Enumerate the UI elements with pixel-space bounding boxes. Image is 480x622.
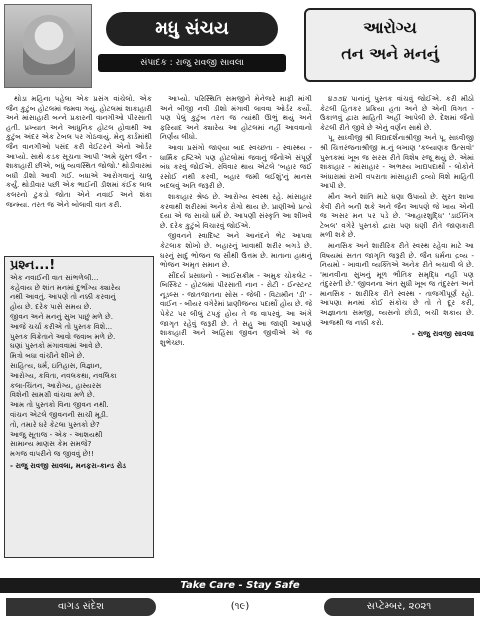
text-column-1 bbox=[6, 94, 152, 254]
box-line: મગજ વાપરીને જ જીવવું છે!! bbox=[10, 449, 94, 459]
box-signature: - રાજુ રાવજી સાવલા, મનફરા-કાન્ડ રોડ bbox=[10, 460, 127, 470]
box-heading: પ્રશ્ન...! bbox=[10, 258, 56, 273]
issue-date: સપ્ટેમ્બર, ૨૦૨૧ bbox=[324, 598, 474, 616]
paragraph: જીવનને સ્વાદિષ્ટ અને આનંદને ભેટ આપવા કેટલાક શોખો છે. બહારનું ખાવાથી શરીર બગડે છે. ઘરનું સાદું ભોજન જ સૌથી ઉત્તમ છે. માતાના હાથનું ભોજન અમૃત સમાન છે. bbox=[160, 231, 312, 270]
magazine-name: વાગડ સંદેશ bbox=[6, 598, 156, 616]
box-line: નથી આવતું. આપણે તો નક્કી કરવાનું bbox=[10, 292, 116, 302]
editor-credit: સંપાદક : રાજુ રાવજી સાવલા bbox=[98, 54, 286, 72]
box-line: વાંચન એટલે જીવનની સાચી મૂડી. bbox=[10, 409, 109, 419]
text-column-2 bbox=[160, 94, 312, 560]
paragraph: શાકાહાર શ્રેષ્ઠ છે. આરોગ્ય સ્વસ્થ રહે. માંસાહાર કરવાથી શરીરમાં અનેક રોગો થાય છે. પ્રાણીઓ પ્રત્યે દયા એ જ સાચો ધર્મ છે. આપણી સંસ્કૃતિ આ શીખવે છે. દરેક કુટુંબે વિચારવું જોઈએ. bbox=[160, 191, 312, 230]
box-line: એક નવાઈની વાત સાંભળેલી... bbox=[10, 272, 99, 282]
box-line: ઘણાં પુસ્તકો મંગાવવામાં આવે છે. bbox=[10, 341, 103, 351]
article-title-block bbox=[304, 4, 476, 88]
paragraph: થોડા મહિના પહેલા એક પ્રસંગ વાંચેલો. એક જૈન કુટુંબ હોટલમાં જમવા ગયું. હોટલમાં શાકાહારી અને માંસાહારી બન્ને પ્રકારની વાનગીઓ પીરસાતી હતી. પ્રખ્યાત અને આધુનિક હોટલ હોવાથી આ કુટુંબ અંદર એક ટેબલ પર ગોઠવાયું. મેનુ કાર્ડમાંથી જૈન વાનગીઓ પસંદ કરી વેઈટરને એનો ઓર્ડર આપ્યો. સાથે કડક સૂચના આપી 'અમે ચુસ્ત જૈન - શાકાહારી છીએ, બધું વ્યવસ્થિત જોજો.' થોડીવારમાં બધી ડીશો આવી ગઈ. બધાએ આરોગવાનું ચાલુ કર્યું. થોડીવાર પછી એક ભાઈની ડીશમાં કંઈક લાલ કલરનો ટુકડો જોતા એને નવાઈ અને શંકા જન્મ્યા. તરત જ એને બોલાવી વાત કરી. bbox=[6, 94, 152, 209]
box-line: આમ તો પુસ્તકો વિના જીવન નથી. bbox=[10, 400, 109, 410]
paragraph: માનસિક અને શારીરિક રીતે સ્વસ્થ રહેવા માટે આ વિષયમાં સતત જાગૃતિ જરૂરી છે. જૈન ધર્મના દ્રવ્ય - નિયમો - ખાવાની વ્યક્તિએ અનેક રીતે બચાવી લે છે. 'માનવીના સુખનું મૂળ ભૌતિક સમૃદ્ધિ નહીં પણ તંદુરસ્તી છે.' જીવનના અંત સુધી ખૂબ જ તંદુરસ્ત અને માનસિક - શારીરિક રીતે સ્વસ્થ - તાજગીપૂર્ણ રહો. આપણા મનમાં કોઈ સંકોચ છે તો તે દૂર કરી, અજ્ઞાનતા સમજી, વ્યસનો છોડી, બચી શકાય છે. આજથી જ નક્કી કરો. bbox=[320, 240, 474, 327]
paragraph: પૂ. સાધ્વીજી શ્રી વિદ્યાદર્શનાશ્રીજી અને પૂ. સાધ્વીજી શ્રી ચિત્તરંજનાશ્રીજી મ.નું લખાણ 'કલ્યાણક ઉત્સવો' પુસ્તકમાં ખૂબ જ સરસ રીતે વિશેષ રજૂ થયું છે. એમાં શાકાહાર - માંસાહાર - અભક્ષ્ય ખાદ્યપદાર્થો - લોકોને અંધારામાં રાખી વપરાતા માંસાહારી દ્રવ્યો વિશે માહિતી આપી છે. bbox=[320, 133, 474, 191]
box-line: કહેવાય છે શાંત મનમાં દુર્ભાગ્ય ક્યારેય bbox=[10, 282, 121, 292]
box-line: આજુ સૂતાજ - એક - આશયથી bbox=[10, 429, 103, 439]
box-line: જીવન અને મનનું સુખ પાછું મળે છે. bbox=[10, 311, 114, 321]
box-line: આજે ચર્ચા કરીએ તો પુસ્તક વિશે... bbox=[10, 321, 113, 331]
box-line: મિત્રો બધા વાંચીને શીખે છે. bbox=[10, 351, 85, 361]
column-title: મધુ સંચય bbox=[106, 12, 278, 46]
paragraph: આપ્યો. પરિસ્થિતિ સમજીને મેનેજરે માફી માંગી અને બીજી નવી ડીશો મંગાવી લાવવા ઓર્ડર કર્યો. પણ પેલું કુટુંબ તરત જ ત્યાંથી ઊભું થયું અને ફરિયાદ અને ક્યારેય આ હોટલમાં નહીં આવવાનો નિર્ણય લીધો. bbox=[160, 94, 312, 142]
box-line: હોય છે. દરેક પાસે સમય છે. bbox=[10, 302, 92, 312]
portrait-icon bbox=[23, 15, 75, 75]
sidebar-box bbox=[4, 256, 154, 558]
box-line: કલા-ચિંતન, આરોગ્ય, હાસ્યરસ bbox=[10, 380, 102, 390]
paragraph: મૌન અને શાંતિ માટે ઘણા ઉપાયો છે. સુરત શાખા કેવી રીતે બની શકે અને જૈન આપણે જે ખાય એની જ અસર મન પર પડે છે. 'આહારશુદ્ધિ' 'ડાઈનિંગ ટેબલ' વગેરે પુસ્તકો દ્વારા પણ ઘણી રીતે જાણકારી મળી શકે છે. bbox=[320, 191, 474, 240]
article-header bbox=[4, 4, 476, 88]
box-line: સાહિત્ય, ધર્મ, ઇતિહાસ, વિજ્ઞાન, bbox=[10, 360, 103, 370]
author-signature: - રાજુ રાવજી સાવલા bbox=[411, 329, 474, 339]
article-subtitle: તન અને મનનું bbox=[341, 44, 439, 63]
page-number: (૧૯) bbox=[230, 601, 250, 612]
paragraph: આવા પ્રસંગો જાણ્યા બાદ સ્વચ્છતા - સ્વાસ્થ્ય - ધાર્મિક દ્રષ્ટિએ પણ હોટલોમાં જવાનું જૈનોએ સંપૂર્ણ બંધ કરવું જોઈએ. રવિવાર થાય એટલે 'બહાર જઈ રસોઈ નથી કરવી, બહાર જમી લઈશું'નું માનસ બદલવું અતિ જરૂરી છે. bbox=[160, 142, 312, 191]
box-line: આરોગ્ય, કવિતા, નવલકથા, નવલિકા bbox=[10, 370, 117, 380]
paragraph: સૌંદર્ય પ્રસાધનો - આઈસક્રીમ - અમુક ચોકલેટ - બિસ્કિટ - હોટલમાં પીરસાતી નાન - રોટી - ઈન્સ્ટન્ટ નૂડલ્સ - જાતજાતના સોસ - જેલી - વિટામીન 'ડી' - વાઈન - બીયર વગેરેમાં પ્રાણીજન્ય પદાર્થો હોય છે. જે પેકેટ પર લીલું ટપકું હોય તે જ વાપરવું. આ અંગે જાગૃત રહેવું જરૂરી છે. તે સહુ આ જાણી આપણે શાકાહારી અને અહિંસા જીવન જીવીએ એ જ શુભેચ્છા. bbox=[160, 270, 312, 347]
article-title: આરોગ્ય bbox=[363, 18, 417, 37]
text-column-3 bbox=[320, 94, 474, 560]
paragraph: ૪૭૭૪ પાનાંનું પુસ્તક વાંચવું જોઈએ. કરી મીઠો કેટલી હિતકર પ્રક્રિયા હતા અને છે એની વિગત - ઉકાળવું દ્વારા માહિતી અહીં આપેલી છે. દેશમાં જૈનો કેટલી રીતે જીવે છે એનું વર્ણન સાથે છે. bbox=[320, 94, 474, 132]
column-banner bbox=[92, 4, 292, 88]
article-title-box bbox=[304, 8, 476, 82]
tagline-bar: Take Care - Stay Safe bbox=[0, 578, 480, 593]
page-footer bbox=[0, 596, 480, 620]
author-photo bbox=[4, 4, 92, 88]
box-line: તો, તમારે ઘરે કેટલા પુસ્તકો છે? bbox=[10, 419, 100, 429]
box-line: વિશેની સામગ્રી વાંચવા મળે છે. bbox=[10, 390, 95, 400]
box-line: સામાન્ય માણસ કેમ સમજે? bbox=[10, 439, 92, 449]
box-line: પુસ્તક વિક્રેતાને આવો જવાબ મળે છે. bbox=[10, 331, 116, 341]
